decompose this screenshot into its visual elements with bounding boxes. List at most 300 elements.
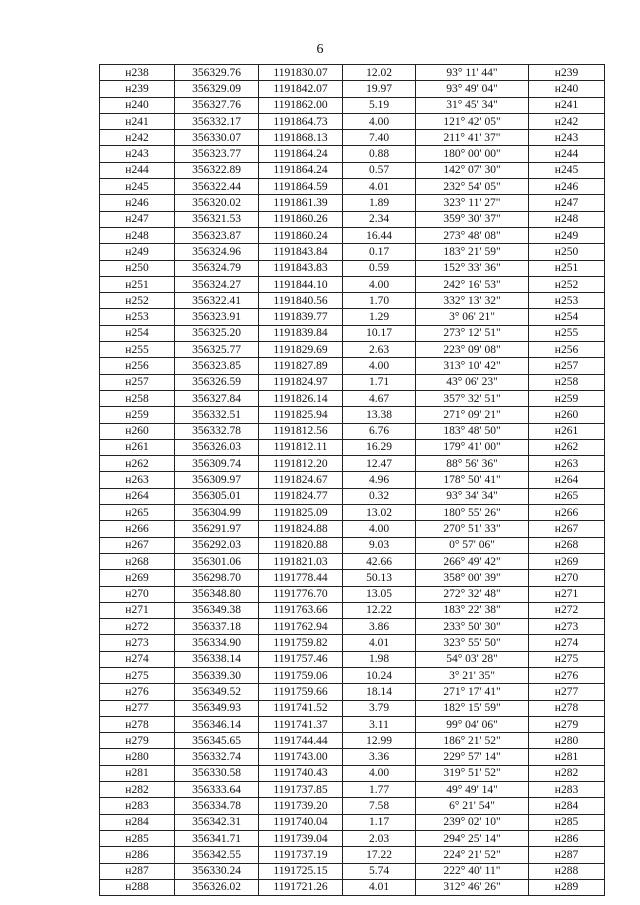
point-from-cell: н267 bbox=[100, 537, 175, 553]
point-to-cell: н260 bbox=[529, 407, 605, 423]
direction-angle-cell: 183° 48' 50" bbox=[416, 423, 529, 439]
distance-cell: 18.14 bbox=[343, 684, 416, 700]
distance-cell: 4.01 bbox=[343, 635, 416, 651]
point-to-cell: н264 bbox=[529, 472, 605, 488]
x-coordinate-cell: 356301.06 bbox=[175, 553, 259, 569]
distance-cell: 1.77 bbox=[343, 782, 416, 798]
point-to-cell: н257 bbox=[529, 358, 605, 374]
table-row bbox=[100, 684, 605, 700]
direction-angle-cell: 3° 06' 21" bbox=[416, 309, 529, 325]
direction-angle-cell: 323° 11' 27" bbox=[416, 195, 529, 211]
y-coordinate-cell: 1191827.89 bbox=[259, 358, 343, 374]
point-from-cell: н241 bbox=[100, 113, 175, 129]
table-row bbox=[100, 488, 605, 504]
x-coordinate-cell: 356309.97 bbox=[175, 472, 259, 488]
distance-cell: 4.00 bbox=[343, 765, 416, 781]
direction-angle-cell: 99° 04' 06" bbox=[416, 716, 529, 732]
point-from-cell: н254 bbox=[100, 325, 175, 341]
y-coordinate-cell: 1191725.15 bbox=[259, 863, 343, 879]
direction-angle-cell: 186° 21' 52" bbox=[416, 733, 529, 749]
y-coordinate-cell: 1191759.66 bbox=[259, 684, 343, 700]
point-from-cell: н277 bbox=[100, 700, 175, 716]
point-to-cell: н271 bbox=[529, 586, 605, 602]
distance-cell: 5.19 bbox=[343, 97, 416, 113]
direction-angle-cell: 223° 09' 08" bbox=[416, 342, 529, 358]
point-from-cell: н251 bbox=[100, 276, 175, 292]
x-coordinate-cell: 356349.38 bbox=[175, 602, 259, 618]
x-coordinate-cell: 356323.77 bbox=[175, 146, 259, 162]
x-coordinate-cell: 356348.80 bbox=[175, 586, 259, 602]
x-coordinate-cell: 356332.51 bbox=[175, 407, 259, 423]
point-to-cell: н270 bbox=[529, 570, 605, 586]
point-from-cell: н287 bbox=[100, 863, 175, 879]
x-coordinate-cell: 356309.74 bbox=[175, 456, 259, 472]
y-coordinate-cell: 1191743.00 bbox=[259, 749, 343, 765]
direction-angle-cell: 242° 16' 53" bbox=[416, 276, 529, 292]
distance-cell: 13.05 bbox=[343, 586, 416, 602]
x-coordinate-cell: 356337.18 bbox=[175, 619, 259, 635]
point-to-cell: н275 bbox=[529, 651, 605, 667]
direction-angle-cell: 179° 41' 00" bbox=[416, 439, 529, 455]
x-coordinate-cell: 356322.41 bbox=[175, 293, 259, 309]
x-coordinate-cell: 356324.96 bbox=[175, 244, 259, 260]
point-to-cell: н249 bbox=[529, 227, 605, 243]
point-from-cell: н247 bbox=[100, 211, 175, 227]
direction-angle-cell: 180° 00' 00" bbox=[416, 146, 529, 162]
point-from-cell: н248 bbox=[100, 227, 175, 243]
distance-cell: 16.29 bbox=[343, 439, 416, 455]
table-row bbox=[100, 667, 605, 683]
direction-angle-cell: 93° 49' 04" bbox=[416, 81, 529, 97]
y-coordinate-cell: 1191737.19 bbox=[259, 847, 343, 863]
distance-cell: 4.01 bbox=[343, 179, 416, 195]
distance-cell: 4.00 bbox=[343, 358, 416, 374]
direction-angle-cell: 359° 30' 37" bbox=[416, 211, 529, 227]
table-row bbox=[100, 798, 605, 814]
direction-angle-cell: 232° 54' 05" bbox=[416, 179, 529, 195]
point-to-cell: н251 bbox=[529, 260, 605, 276]
direction-angle-cell: 273° 12' 51" bbox=[416, 325, 529, 341]
y-coordinate-cell: 1191776.70 bbox=[259, 586, 343, 602]
direction-angle-cell: 271° 09' 21" bbox=[416, 407, 529, 423]
direction-angle-cell: 88° 56' 36" bbox=[416, 456, 529, 472]
y-coordinate-cell: 1191864.24 bbox=[259, 146, 343, 162]
distance-cell: 1.17 bbox=[343, 814, 416, 830]
point-to-cell: н277 bbox=[529, 684, 605, 700]
direction-angle-cell: 323° 55' 50" bbox=[416, 635, 529, 651]
direction-angle-cell: 270° 51' 33" bbox=[416, 521, 529, 537]
point-from-cell: н275 bbox=[100, 667, 175, 683]
direction-angle-cell: 312° 46' 26" bbox=[416, 879, 529, 895]
table-row bbox=[100, 602, 605, 618]
point-from-cell: н240 bbox=[100, 97, 175, 113]
direction-angle-cell: 93° 11' 44" bbox=[416, 65, 529, 81]
table-row bbox=[100, 765, 605, 781]
table-row bbox=[100, 309, 605, 325]
direction-angle-cell: 0° 57' 06" bbox=[416, 537, 529, 553]
y-coordinate-cell: 1191825.09 bbox=[259, 505, 343, 521]
direction-angle-cell: 233° 50' 30" bbox=[416, 619, 529, 635]
distance-cell: 7.58 bbox=[343, 798, 416, 814]
distance-cell: 2.63 bbox=[343, 342, 416, 358]
distance-cell: 7.40 bbox=[343, 130, 416, 146]
x-coordinate-cell: 356345.65 bbox=[175, 733, 259, 749]
y-coordinate-cell: 1191739.04 bbox=[259, 830, 343, 846]
y-coordinate-cell: 1191820.88 bbox=[259, 537, 343, 553]
distance-cell: 19.97 bbox=[343, 81, 416, 97]
x-coordinate-cell: 356330.07 bbox=[175, 130, 259, 146]
table-row bbox=[100, 162, 605, 178]
x-coordinate-cell: 356298.70 bbox=[175, 570, 259, 586]
table-row bbox=[100, 537, 605, 553]
direction-angle-cell: 3° 21' 35" bbox=[416, 667, 529, 683]
x-coordinate-cell: 356323.87 bbox=[175, 227, 259, 243]
table-row bbox=[100, 570, 605, 586]
x-coordinate-cell: 356305.01 bbox=[175, 488, 259, 504]
direction-angle-cell: 229° 57' 14" bbox=[416, 749, 529, 765]
table-row bbox=[100, 553, 605, 569]
table-row bbox=[100, 716, 605, 732]
table-row bbox=[100, 814, 605, 830]
y-coordinate-cell: 1191825.94 bbox=[259, 407, 343, 423]
table-row bbox=[100, 619, 605, 635]
x-coordinate-cell: 356292.03 bbox=[175, 537, 259, 553]
y-coordinate-cell: 1191829.69 bbox=[259, 342, 343, 358]
point-from-cell: н274 bbox=[100, 651, 175, 667]
x-coordinate-cell: 356321.53 bbox=[175, 211, 259, 227]
y-coordinate-cell: 1191740.43 bbox=[259, 765, 343, 781]
point-from-cell: н280 bbox=[100, 749, 175, 765]
point-to-cell: н239 bbox=[529, 65, 605, 81]
x-coordinate-cell: 356332.17 bbox=[175, 113, 259, 129]
x-coordinate-cell: 356334.90 bbox=[175, 635, 259, 651]
point-from-cell: н283 bbox=[100, 798, 175, 814]
distance-cell: 3.86 bbox=[343, 619, 416, 635]
table-row bbox=[100, 260, 605, 276]
table-row bbox=[100, 733, 605, 749]
distance-cell: 16.44 bbox=[343, 227, 416, 243]
distance-cell: 5.74 bbox=[343, 863, 416, 879]
point-from-cell: н264 bbox=[100, 488, 175, 504]
x-coordinate-cell: 356332.74 bbox=[175, 749, 259, 765]
point-to-cell: н262 bbox=[529, 439, 605, 455]
point-from-cell: н261 bbox=[100, 439, 175, 455]
point-from-cell: н266 bbox=[100, 521, 175, 537]
x-coordinate-cell: 356291.97 bbox=[175, 521, 259, 537]
x-coordinate-cell: 356322.89 bbox=[175, 162, 259, 178]
table-row bbox=[100, 179, 605, 195]
direction-angle-cell: 152° 33' 36" bbox=[416, 260, 529, 276]
y-coordinate-cell: 1191824.88 bbox=[259, 521, 343, 537]
point-from-cell: н260 bbox=[100, 423, 175, 439]
y-coordinate-cell: 1191762.94 bbox=[259, 619, 343, 635]
x-coordinate-cell: 356342.55 bbox=[175, 847, 259, 863]
table-row bbox=[100, 830, 605, 846]
y-coordinate-cell: 1191861.39 bbox=[259, 195, 343, 211]
page-number: 6 bbox=[316, 42, 324, 57]
distance-cell: 9.03 bbox=[343, 537, 416, 553]
point-from-cell: н256 bbox=[100, 358, 175, 374]
point-to-cell: н253 bbox=[529, 293, 605, 309]
distance-cell: 10.24 bbox=[343, 667, 416, 683]
point-to-cell: н254 bbox=[529, 309, 605, 325]
point-to-cell: н266 bbox=[529, 505, 605, 521]
distance-cell: 3.11 bbox=[343, 716, 416, 732]
direction-angle-cell: 211° 41' 37" bbox=[416, 130, 529, 146]
distance-cell: 12.99 bbox=[343, 733, 416, 749]
distance-cell: 42.66 bbox=[343, 553, 416, 569]
distance-cell: 6.76 bbox=[343, 423, 416, 439]
distance-cell: 2.34 bbox=[343, 211, 416, 227]
direction-angle-cell: 31° 45' 34" bbox=[416, 97, 529, 113]
point-from-cell: н286 bbox=[100, 847, 175, 863]
point-to-cell: н252 bbox=[529, 276, 605, 292]
coordinates-table bbox=[99, 64, 605, 896]
point-to-cell: н248 bbox=[529, 211, 605, 227]
distance-cell: 4.67 bbox=[343, 390, 416, 406]
point-from-cell: н252 bbox=[100, 293, 175, 309]
distance-cell: 4.01 bbox=[343, 879, 416, 895]
table-row bbox=[100, 472, 605, 488]
distance-cell: 2.03 bbox=[343, 830, 416, 846]
x-coordinate-cell: 356325.20 bbox=[175, 325, 259, 341]
point-to-cell: н242 bbox=[529, 113, 605, 129]
point-to-cell: н287 bbox=[529, 847, 605, 863]
x-coordinate-cell: 356327.76 bbox=[175, 97, 259, 113]
point-from-cell: н278 bbox=[100, 716, 175, 732]
table-row bbox=[100, 97, 605, 113]
distance-cell: 12.02 bbox=[343, 65, 416, 81]
x-coordinate-cell: 356326.03 bbox=[175, 439, 259, 455]
distance-cell: 13.02 bbox=[343, 505, 416, 521]
direction-angle-cell: 142° 07' 30" bbox=[416, 162, 529, 178]
table-row bbox=[100, 293, 605, 309]
table-row bbox=[100, 227, 605, 243]
direction-angle-cell: 43° 06' 23" bbox=[416, 374, 529, 390]
distance-cell: 17.22 bbox=[343, 847, 416, 863]
direction-angle-cell: 332° 13' 32" bbox=[416, 293, 529, 309]
table-row bbox=[100, 879, 605, 895]
x-coordinate-cell: 356349.52 bbox=[175, 684, 259, 700]
point-to-cell: н269 bbox=[529, 553, 605, 569]
point-from-cell: н268 bbox=[100, 553, 175, 569]
point-to-cell: н283 bbox=[529, 782, 605, 798]
point-to-cell: н281 bbox=[529, 749, 605, 765]
y-coordinate-cell: 1191812.20 bbox=[259, 456, 343, 472]
point-from-cell: н271 bbox=[100, 602, 175, 618]
y-coordinate-cell: 1191840.56 bbox=[259, 293, 343, 309]
direction-angle-cell: 182° 15' 59" bbox=[416, 700, 529, 716]
direction-angle-cell: 121° 42' 05" bbox=[416, 113, 529, 129]
point-to-cell: н258 bbox=[529, 374, 605, 390]
x-coordinate-cell: 356339.30 bbox=[175, 667, 259, 683]
y-coordinate-cell: 1191737.85 bbox=[259, 782, 343, 798]
table-row bbox=[100, 439, 605, 455]
point-from-cell: н273 bbox=[100, 635, 175, 651]
y-coordinate-cell: 1191763.66 bbox=[259, 602, 343, 618]
point-from-cell: н249 bbox=[100, 244, 175, 260]
y-coordinate-cell: 1191864.73 bbox=[259, 113, 343, 129]
x-coordinate-cell: 356341.71 bbox=[175, 830, 259, 846]
y-coordinate-cell: 1191860.26 bbox=[259, 211, 343, 227]
point-from-cell: н265 bbox=[100, 505, 175, 521]
x-coordinate-cell: 356325.77 bbox=[175, 342, 259, 358]
y-coordinate-cell: 1191741.37 bbox=[259, 716, 343, 732]
y-coordinate-cell: 1191864.24 bbox=[259, 162, 343, 178]
point-from-cell: н250 bbox=[100, 260, 175, 276]
y-coordinate-cell: 1191821.03 bbox=[259, 553, 343, 569]
table-row bbox=[100, 195, 605, 211]
table-row bbox=[100, 113, 605, 129]
direction-angle-cell: 54° 03' 28" bbox=[416, 651, 529, 667]
x-coordinate-cell: 356342.31 bbox=[175, 814, 259, 830]
y-coordinate-cell: 1191740.04 bbox=[259, 814, 343, 830]
y-coordinate-cell: 1191757.46 bbox=[259, 651, 343, 667]
distance-cell: 13.38 bbox=[343, 407, 416, 423]
point-from-cell: н263 bbox=[100, 472, 175, 488]
point-to-cell: н285 bbox=[529, 814, 605, 830]
point-to-cell: н282 bbox=[529, 765, 605, 781]
point-to-cell: н247 bbox=[529, 195, 605, 211]
point-from-cell: н279 bbox=[100, 733, 175, 749]
point-from-cell: н285 bbox=[100, 830, 175, 846]
table-row bbox=[100, 782, 605, 798]
table-row bbox=[100, 130, 605, 146]
table-row bbox=[100, 863, 605, 879]
x-coordinate-cell: 356322.44 bbox=[175, 179, 259, 195]
x-coordinate-cell: 356320.02 bbox=[175, 195, 259, 211]
table-row bbox=[100, 586, 605, 602]
x-coordinate-cell: 356332.78 bbox=[175, 423, 259, 439]
x-coordinate-cell: 356349.93 bbox=[175, 700, 259, 716]
point-to-cell: н246 bbox=[529, 179, 605, 195]
direction-angle-cell: 180° 55' 26" bbox=[416, 505, 529, 521]
point-to-cell: н268 bbox=[529, 537, 605, 553]
table-row bbox=[100, 700, 605, 716]
table-row bbox=[100, 456, 605, 472]
y-coordinate-cell: 1191759.06 bbox=[259, 667, 343, 683]
point-from-cell: н262 bbox=[100, 456, 175, 472]
point-to-cell: н280 bbox=[529, 733, 605, 749]
distance-cell: 0.59 bbox=[343, 260, 416, 276]
direction-angle-cell: 222° 40' 11" bbox=[416, 863, 529, 879]
distance-cell: 50.13 bbox=[343, 570, 416, 586]
table-row bbox=[100, 407, 605, 423]
y-coordinate-cell: 1191844.10 bbox=[259, 276, 343, 292]
point-to-cell: н255 bbox=[529, 325, 605, 341]
y-coordinate-cell: 1191843.84 bbox=[259, 244, 343, 260]
point-from-cell: н284 bbox=[100, 814, 175, 830]
direction-angle-cell: 319° 51' 52" bbox=[416, 765, 529, 781]
point-from-cell: н243 bbox=[100, 146, 175, 162]
x-coordinate-cell: 356330.58 bbox=[175, 765, 259, 781]
x-coordinate-cell: 356338.14 bbox=[175, 651, 259, 667]
point-to-cell: н284 bbox=[529, 798, 605, 814]
table-row bbox=[100, 505, 605, 521]
table-row bbox=[100, 342, 605, 358]
y-coordinate-cell: 1191826.14 bbox=[259, 390, 343, 406]
point-from-cell: н258 bbox=[100, 390, 175, 406]
point-to-cell: н273 bbox=[529, 619, 605, 635]
y-coordinate-cell: 1191864.59 bbox=[259, 179, 343, 195]
y-coordinate-cell: 1191843.83 bbox=[259, 260, 343, 276]
x-coordinate-cell: 356326.59 bbox=[175, 374, 259, 390]
x-coordinate-cell: 356329.09 bbox=[175, 81, 259, 97]
point-to-cell: н272 bbox=[529, 602, 605, 618]
point-from-cell: н270 bbox=[100, 586, 175, 602]
y-coordinate-cell: 1191830.07 bbox=[259, 65, 343, 81]
point-from-cell: н272 bbox=[100, 619, 175, 635]
point-to-cell: н274 bbox=[529, 635, 605, 651]
x-coordinate-cell: 356323.85 bbox=[175, 358, 259, 374]
distance-cell: 1.98 bbox=[343, 651, 416, 667]
table-row bbox=[100, 521, 605, 537]
distance-cell: 4.96 bbox=[343, 472, 416, 488]
x-coordinate-cell: 356323.91 bbox=[175, 309, 259, 325]
distance-cell: 1.89 bbox=[343, 195, 416, 211]
table-row bbox=[100, 374, 605, 390]
distance-cell: 0.88 bbox=[343, 146, 416, 162]
direction-angle-cell: 272° 32' 48" bbox=[416, 586, 529, 602]
point-to-cell: н259 bbox=[529, 390, 605, 406]
distance-cell: 3.36 bbox=[343, 749, 416, 765]
point-to-cell: н250 bbox=[529, 244, 605, 260]
point-to-cell: н240 bbox=[529, 81, 605, 97]
point-from-cell: н269 bbox=[100, 570, 175, 586]
point-to-cell: н265 bbox=[529, 488, 605, 504]
y-coordinate-cell: 1191812.11 bbox=[259, 439, 343, 455]
point-from-cell: н239 bbox=[100, 81, 175, 97]
x-coordinate-cell: 356304.99 bbox=[175, 505, 259, 521]
point-from-cell: н246 bbox=[100, 195, 175, 211]
y-coordinate-cell: 1191862.00 bbox=[259, 97, 343, 113]
y-coordinate-cell: 1191812.56 bbox=[259, 423, 343, 439]
table-row bbox=[100, 749, 605, 765]
x-coordinate-cell: 356333.64 bbox=[175, 782, 259, 798]
direction-angle-cell: 93° 34' 34" bbox=[416, 488, 529, 504]
y-coordinate-cell: 1191744.44 bbox=[259, 733, 343, 749]
table-row bbox=[100, 65, 605, 81]
table-row bbox=[100, 276, 605, 292]
distance-cell: 3.79 bbox=[343, 700, 416, 716]
y-coordinate-cell: 1191721.26 bbox=[259, 879, 343, 895]
direction-angle-cell: 183° 22' 38" bbox=[416, 602, 529, 618]
point-to-cell: н286 bbox=[529, 830, 605, 846]
distance-cell: 4.00 bbox=[343, 521, 416, 537]
direction-angle-cell: 273° 48' 08" bbox=[416, 227, 529, 243]
distance-cell: 1.29 bbox=[343, 309, 416, 325]
table-row bbox=[100, 651, 605, 667]
point-to-cell: н276 bbox=[529, 667, 605, 683]
distance-cell: 0.57 bbox=[343, 162, 416, 178]
y-coordinate-cell: 1191759.82 bbox=[259, 635, 343, 651]
distance-cell: 1.71 bbox=[343, 374, 416, 390]
distance-cell: 4.00 bbox=[343, 113, 416, 129]
direction-angle-cell: 358° 00' 39" bbox=[416, 570, 529, 586]
point-to-cell: н263 bbox=[529, 456, 605, 472]
point-to-cell: н279 bbox=[529, 716, 605, 732]
distance-cell: 10.17 bbox=[343, 325, 416, 341]
table-row bbox=[100, 423, 605, 439]
x-coordinate-cell: 356346.14 bbox=[175, 716, 259, 732]
table-row bbox=[100, 146, 605, 162]
point-from-cell: н282 bbox=[100, 782, 175, 798]
point-to-cell: н261 bbox=[529, 423, 605, 439]
point-to-cell: н256 bbox=[529, 342, 605, 358]
x-coordinate-cell: 356329.76 bbox=[175, 65, 259, 81]
point-to-cell: н267 bbox=[529, 521, 605, 537]
y-coordinate-cell: 1191868.13 bbox=[259, 130, 343, 146]
